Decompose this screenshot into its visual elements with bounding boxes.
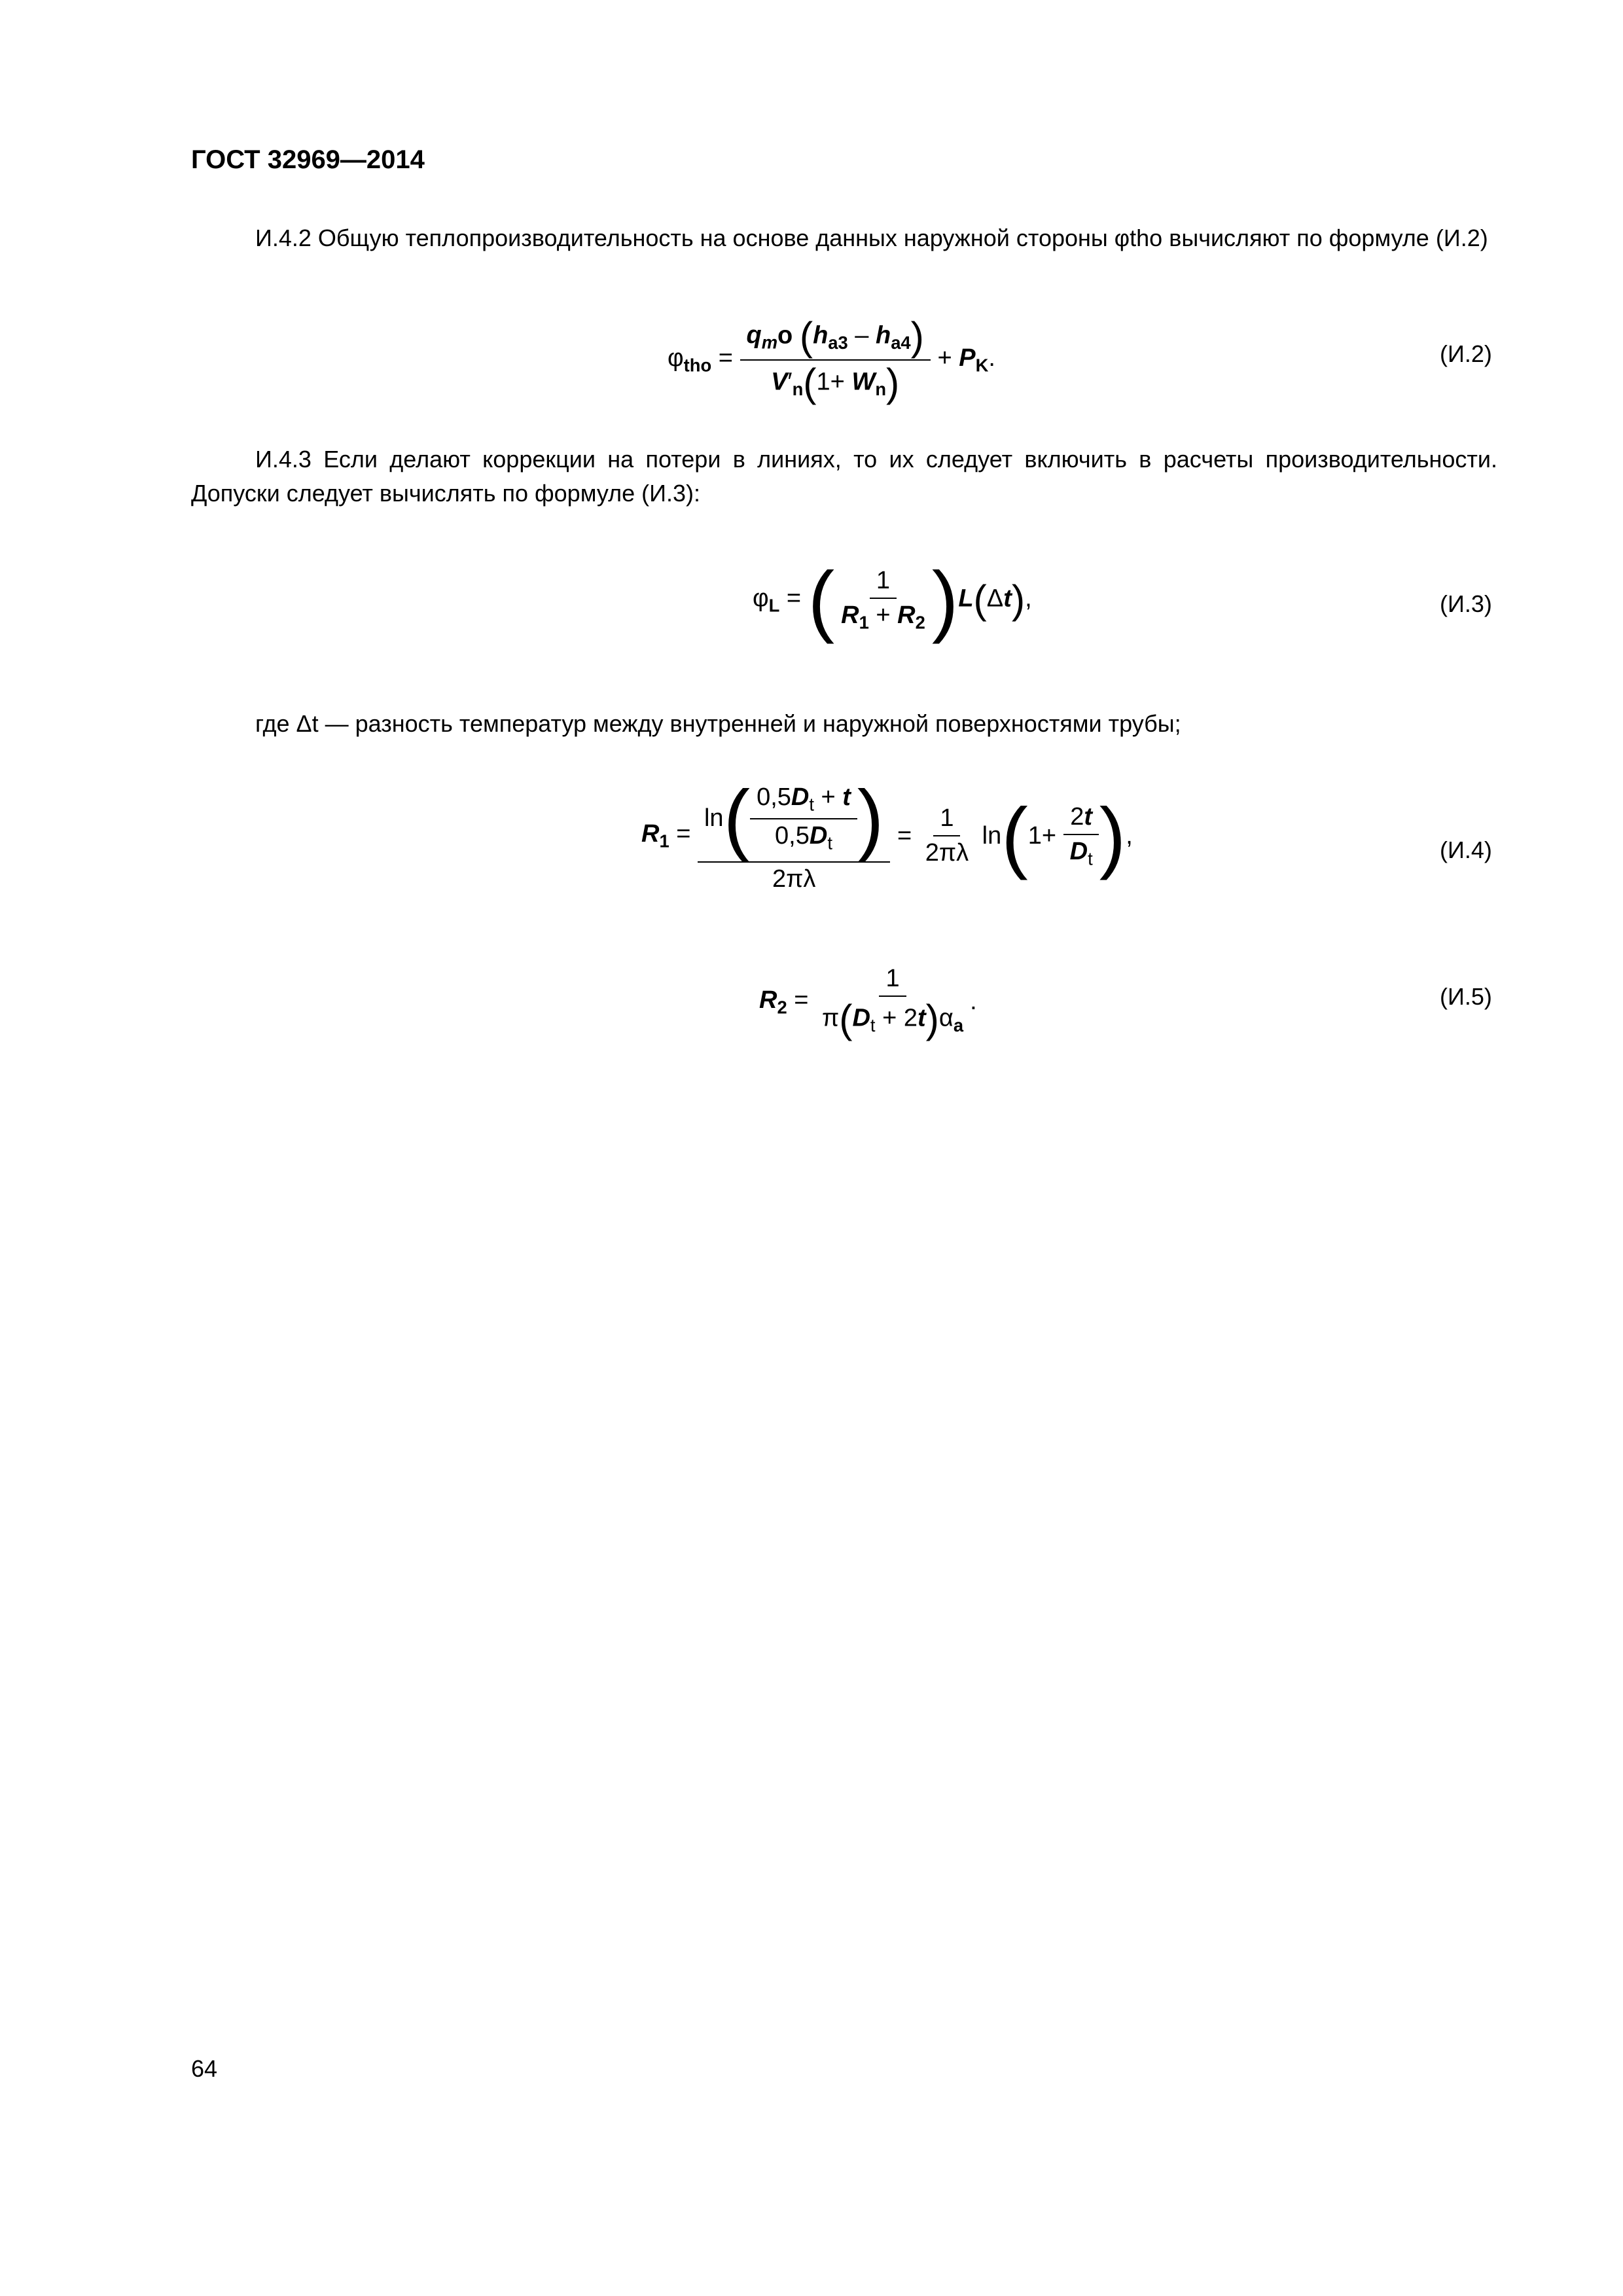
document-header: ГОСТ 32969—2014 bbox=[191, 145, 425, 174]
equation-number-i2: (И.2) bbox=[1440, 340, 1492, 367]
equation-i5: $R_2$ = $\frac{1}{\pi(D_t + 2t)\alpha_a}$ . bbox=[759, 965, 977, 1041]
equation-number-i4: (И.4) bbox=[1440, 836, 1492, 863]
page-number: 64 bbox=[191, 2055, 218, 2082]
equation-i4: $R_1$ = ln ( $\frac{0,5D_t + t}{0,5D_t}$ ) 2πλ = $\frac{1}{2\pi\lambda}$ ln ( 1+ $\frac{2t}{D_t}$ ) , bbox=[641, 774, 1133, 893]
equation-i3: $\varphi_L$ = ( $\frac{1}{R_1 + R_2}$ ) L(Δt), bbox=[753, 555, 1032, 644]
paragraph-i43: И.4.3 Если делают коррекции на потери в линиях, то их следует включить в расчеты производительности. Допуски следует вычислять по формуле (И.3): bbox=[191, 446, 1497, 507]
paragraph-where: где Δt — разность температур между внутренней и наружной поверхностями трубы; bbox=[255, 710, 1181, 737]
equation-number-i5: (И.5) bbox=[1440, 983, 1492, 1010]
equation-i2: $\varphi_{tho}$ = $\frac{q_mo (h_{a3} - h_{a4})}{V'_n(1+ W_n)}$ + $P_K$. bbox=[668, 314, 995, 405]
equation-number-i3: (И.3) bbox=[1440, 590, 1492, 617]
paragraph-i42: И.4.2 Общую теплопроизводительность на основе данных наружной стороны φtho вычисляют по формуле (И.2) bbox=[255, 224, 1488, 251]
